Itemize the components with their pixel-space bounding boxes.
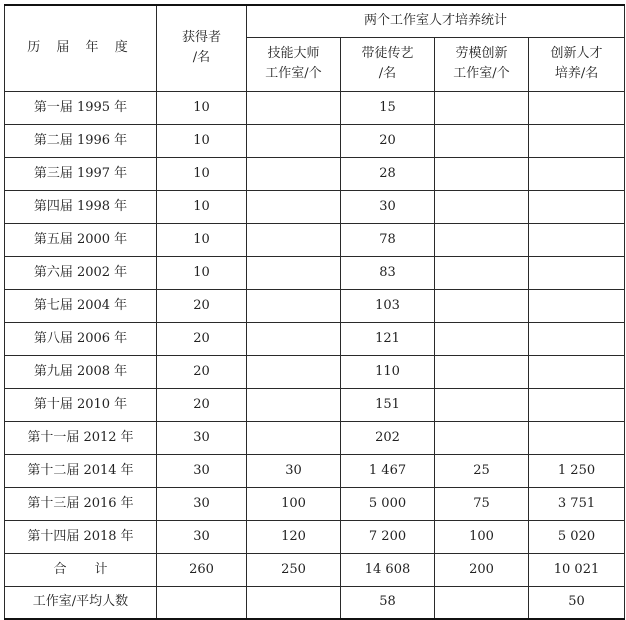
row-winners: 10 [157, 223, 247, 256]
header-winners-line2: /名 [192, 50, 211, 66]
row-model: 75 [435, 487, 529, 520]
row-master [247, 256, 341, 289]
row-talent [529, 157, 625, 190]
header-row-1 [5, 5, 625, 37]
row-talent: 1 250 [529, 454, 625, 487]
row-model [435, 91, 529, 124]
header-apprentice [341, 37, 435, 91]
row-master: 30 [247, 454, 341, 487]
total-row [5, 553, 625, 586]
row-year: 第五届 2000 年 [5, 223, 157, 256]
table-row [5, 355, 625, 388]
header-model-line1: 劳模创新 [455, 46, 508, 61]
header-talent-line1: 创新人才 [550, 46, 603, 61]
total-talent: 10 021 [529, 553, 625, 586]
row-winners: 20 [157, 322, 247, 355]
header-master-line1: 技能大师 [267, 46, 320, 61]
header-master-line2: 工作室/个 [265, 66, 322, 81]
row-model [435, 124, 529, 157]
row-talent [529, 91, 625, 124]
row-year: 第六届 2002 年 [5, 256, 157, 289]
row-year: 第九届 2008 年 [5, 355, 157, 388]
row-year: 第一届 1995 年 [5, 91, 157, 124]
row-apprentice: 30 [341, 190, 435, 223]
table-row [5, 157, 625, 190]
table-row [5, 256, 625, 289]
row-apprentice: 121 [341, 322, 435, 355]
row-talent: 3 751 [529, 487, 625, 520]
table-row [5, 421, 625, 454]
row-winners: 20 [157, 388, 247, 421]
average-talent: 50 [529, 586, 625, 619]
row-apprentice: 28 [341, 157, 435, 190]
row-apprentice: 103 [341, 289, 435, 322]
row-year: 第四届 1998 年 [5, 190, 157, 223]
average-row [5, 586, 625, 619]
header-model [435, 37, 529, 91]
row-year: 第十四届 2018 年 [5, 520, 157, 553]
table-row [5, 454, 625, 487]
row-winners: 10 [157, 256, 247, 289]
row-apprentice: 78 [341, 223, 435, 256]
row-master [247, 388, 341, 421]
row-talent [529, 289, 625, 322]
row-talent [529, 388, 625, 421]
row-year: 第七届 2004 年 [5, 289, 157, 322]
row-talent [529, 322, 625, 355]
row-master [247, 223, 341, 256]
total-label [5, 553, 157, 586]
header-apprentice-line2: /名 [378, 66, 397, 81]
row-talent [529, 355, 625, 388]
row-winners: 10 [157, 124, 247, 157]
average-master [247, 586, 341, 619]
row-master [247, 421, 341, 454]
header-model-line2: 工作室/个 [453, 66, 510, 81]
row-winners: 30 [157, 520, 247, 553]
talent-statistics-table [4, 4, 625, 620]
row-model [435, 256, 529, 289]
row-year: 第十二届 2014 年 [5, 454, 157, 487]
total-label-a: 合 [53, 561, 67, 577]
row-talent: 5 020 [529, 520, 625, 553]
row-model: 25 [435, 454, 529, 487]
header-year: 历 届 年 度 [5, 5, 157, 91]
table-row [5, 289, 625, 322]
table-row [5, 388, 625, 421]
row-model [435, 157, 529, 190]
row-winners: 30 [157, 487, 247, 520]
row-winners: 10 [157, 190, 247, 223]
row-model [435, 355, 529, 388]
header-talent-line2: 培养/名 [554, 66, 599, 81]
header-master [247, 37, 341, 91]
row-model [435, 322, 529, 355]
total-label-b: 计 [94, 561, 108, 577]
table-row [5, 487, 625, 520]
row-winners: 20 [157, 289, 247, 322]
row-apprentice: 202 [341, 421, 435, 454]
row-model [435, 190, 529, 223]
row-winners: 30 [157, 454, 247, 487]
row-apprentice: 5 000 [341, 487, 435, 520]
average-winners [157, 586, 247, 619]
row-year: 第十三届 2016 年 [5, 487, 157, 520]
row-winners: 20 [157, 355, 247, 388]
row-master [247, 322, 341, 355]
header-winners [157, 5, 247, 91]
table-row [5, 190, 625, 223]
row-model [435, 388, 529, 421]
row-talent [529, 421, 625, 454]
row-master: 120 [247, 520, 341, 553]
row-apprentice: 20 [341, 124, 435, 157]
total-model: 200 [435, 553, 529, 586]
row-apprentice: 7 200 [341, 520, 435, 553]
row-year: 第十一届 2012 年 [5, 421, 157, 454]
row-apprentice: 110 [341, 355, 435, 388]
row-talent [529, 124, 625, 157]
row-model [435, 421, 529, 454]
header-group-title: 两个工作室人才培养统计 [247, 5, 625, 37]
row-master [247, 289, 341, 322]
row-year: 第二届 1996 年 [5, 124, 157, 157]
row-master [247, 355, 341, 388]
total-master: 250 [247, 553, 341, 586]
total-apprentice: 14 608 [341, 553, 435, 586]
row-master [247, 124, 341, 157]
row-master [247, 190, 341, 223]
row-apprentice: 15 [341, 91, 435, 124]
row-talent [529, 256, 625, 289]
row-master: 100 [247, 487, 341, 520]
header-winners-line1: 获得者 [181, 30, 221, 46]
row-winners: 30 [157, 421, 247, 454]
table-row [5, 124, 625, 157]
row-apprentice: 151 [341, 388, 435, 421]
row-year: 第十届 2010 年 [5, 388, 157, 421]
table-row [5, 520, 625, 553]
row-model [435, 223, 529, 256]
row-winners: 10 [157, 91, 247, 124]
row-model: 100 [435, 520, 529, 553]
row-winners: 10 [157, 157, 247, 190]
row-model [435, 289, 529, 322]
row-apprentice: 83 [341, 256, 435, 289]
row-talent [529, 223, 625, 256]
table-row [5, 91, 625, 124]
row-year: 第八届 2006 年 [5, 322, 157, 355]
average-model [435, 586, 529, 619]
row-talent [529, 190, 625, 223]
row-master [247, 91, 341, 124]
table-row [5, 223, 625, 256]
row-year: 第三届 1997 年 [5, 157, 157, 190]
average-label: 工作室/平均人数 [5, 586, 157, 619]
row-master [247, 157, 341, 190]
table-row [5, 322, 625, 355]
header-apprentice-line1: 带徒传艺 [361, 46, 414, 61]
header-talent [529, 37, 625, 91]
row-apprentice: 1 467 [341, 454, 435, 487]
average-apprentice: 58 [341, 586, 435, 619]
total-winners: 260 [157, 553, 247, 586]
